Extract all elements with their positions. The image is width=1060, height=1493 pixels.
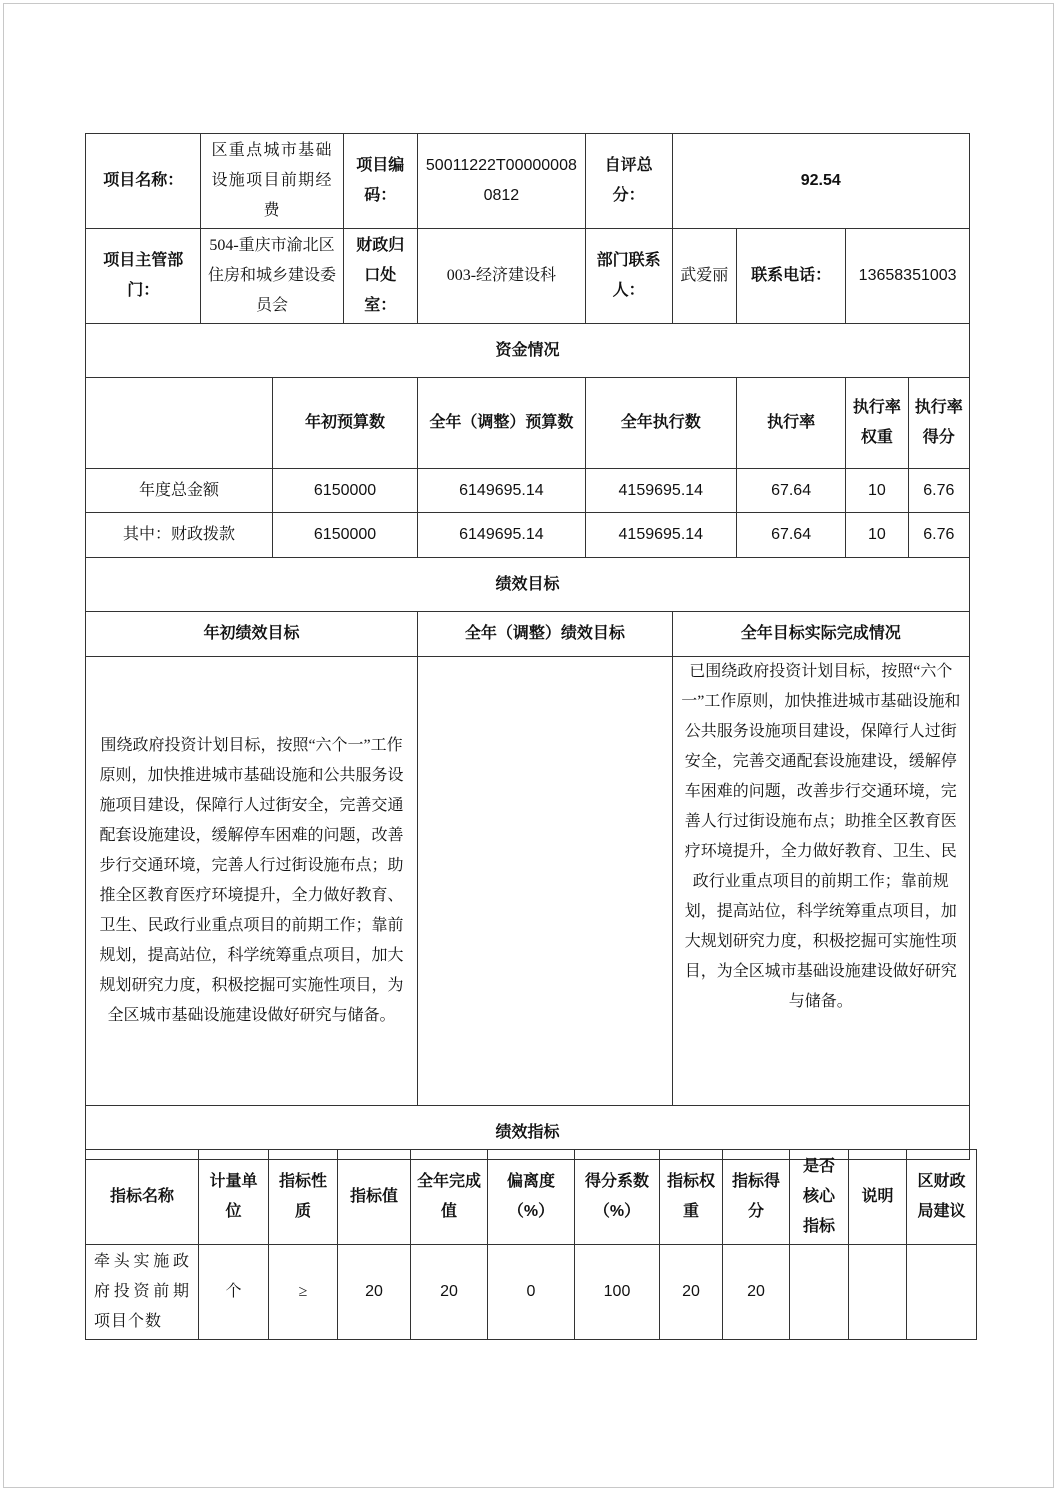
funds-cell: 6149695.14 <box>418 469 586 513</box>
table-row <box>86 469 970 513</box>
indicator-header: 偏离度（%） <box>488 1150 575 1245</box>
funds-cell: 6149695.14 <box>418 513 586 558</box>
funds-header: 年初预算数 <box>273 378 418 469</box>
indicator-header: 全年完成值 <box>411 1150 488 1245</box>
funds-cell: 10 <box>846 513 908 558</box>
indicator-header: 指标名称 <box>86 1150 199 1245</box>
project-code: 50011222T000000080812 <box>418 134 586 229</box>
goals-section-title: 绩效目标 <box>86 558 970 612</box>
funds-cell: 6150000 <box>273 513 418 558</box>
funds-header: 全年（调整）预算数 <box>418 378 586 469</box>
project-code-label: 项目编码： <box>343 134 418 229</box>
table-row <box>86 1245 977 1340</box>
dept-label: 项目主管部门： <box>86 229 201 324</box>
funds-cell: 10 <box>846 469 908 513</box>
indicator-actual: 20 <box>411 1245 488 1340</box>
contact: 武爱丽 <box>672 229 736 324</box>
phone-label: 联系电话： <box>736 229 845 324</box>
project-name: 区重点城市基础设施项目前期经费 <box>201 134 343 229</box>
self-score: 92.54 <box>672 134 969 229</box>
funds-cell: 4159695.14 <box>585 513 736 558</box>
indicator-header: 计量单位 <box>199 1150 269 1245</box>
table-row <box>86 513 970 558</box>
indicator-note <box>849 1245 907 1340</box>
funds-header-blank <box>86 378 273 469</box>
indicator-header: 指标得分 <box>723 1150 790 1245</box>
self-score-label: 自评总分： <box>585 134 672 229</box>
project-name-label: 项目名称： <box>86 134 201 229</box>
funds-cell: 4159695.14 <box>585 469 736 513</box>
evaluation-table <box>85 133 970 1160</box>
funds-row-label: 其中：财政拨款 <box>86 513 273 558</box>
indicator-header: 指标值 <box>338 1150 411 1245</box>
indicator-header: 说明 <box>849 1150 907 1245</box>
funds-header: 全年执行数 <box>585 378 736 469</box>
funds-header: 执行率权重 <box>846 378 908 469</box>
indicator-header: 是否核心指标 <box>790 1150 849 1245</box>
indicator-nature: ≥ <box>269 1245 338 1340</box>
indicator-header: 区财政局建议 <box>907 1150 977 1245</box>
indicator-score: 20 <box>723 1245 790 1340</box>
indicators-table <box>85 1149 977 1340</box>
goal-actual-text: 已围绕政府投资计划目标，按照“六个一”工作原则，加快推进城市基础设施和公共服务设施项目建设，保障行人过街安全，完善交通配套设施建设，缓解停车困难的问题，改善步行交通环境，完善人行过街设施布点；助推全区教育医疗环境提升，全力做好教育、卫生、民政行业重点项目的前期工作；靠前规划，提高站位，科学统筹重点项目，加大规划研究力度，积极挖掘可实施性项目，为全区城市基础设施建设做好研究与储备。 <box>672 657 969 1106</box>
funds-cell: 67.64 <box>736 469 845 513</box>
funds-row-label: 年度总金额 <box>86 469 273 513</box>
indicator-name: 牵头实施政府投资前期项目个数 <box>86 1245 199 1340</box>
funds-cell: 6150000 <box>273 469 418 513</box>
indicator-deviation: 0 <box>488 1245 575 1340</box>
indicator-advice <box>907 1245 977 1340</box>
phone: 13658351003 <box>846 229 970 324</box>
dept: 504-重庆市渝北区住房和城乡建设委员会 <box>201 229 343 324</box>
indicator-unit: 个 <box>199 1245 269 1340</box>
goals-header-initial: 年初绩效目标 <box>86 612 418 657</box>
indicator-coef: 100 <box>575 1245 660 1340</box>
funds-cell: 6.76 <box>908 513 969 558</box>
funds-header: 执行率 <box>736 378 845 469</box>
goal-initial-text: 围绕政府投资计划目标，按照“六个一”工作原则，加快推进城市基础设施和公共服务设施项目建设，保障行人过街安全，完善交通配套设施建设，缓解停车困难的问题，改善步行交通环境，完善人行过街设施布点；助推全区教育医疗环境提升，全力做好教育、卫生、民政行业重点项目的前期工作；靠前规划，提高站位，科学统筹重点项目，加大规划研究力度，积极挖掘可实施性项目，为全区城市基础设施建设做好研究与储备。 <box>86 657 418 1106</box>
funds-cell: 67.64 <box>736 513 845 558</box>
funds-section-title: 资金情况 <box>86 324 970 378</box>
contact-label: 部门联系人： <box>585 229 672 324</box>
funds-cell: 6.76 <box>908 469 969 513</box>
indicator-header: 得分系数（%） <box>575 1150 660 1245</box>
funds-header: 执行率得分 <box>908 378 969 469</box>
finance-office: 003-经济建设科 <box>418 229 586 324</box>
finance-office-label: 财政归口处室： <box>343 229 418 324</box>
indicator-target: 20 <box>338 1245 411 1340</box>
indicator-core <box>790 1245 849 1340</box>
goals-header-actual: 全年目标实际完成情况 <box>672 612 969 657</box>
indicator-header: 指标权重 <box>660 1150 723 1245</box>
goals-header-adjusted: 全年（调整）绩效目标 <box>418 612 672 657</box>
goal-adjusted-text <box>418 657 672 1106</box>
indicators-section-title: 绩效指标 <box>86 1106 970 1160</box>
indicator-header: 指标性质 <box>269 1150 338 1245</box>
indicator-weight: 20 <box>660 1245 723 1340</box>
